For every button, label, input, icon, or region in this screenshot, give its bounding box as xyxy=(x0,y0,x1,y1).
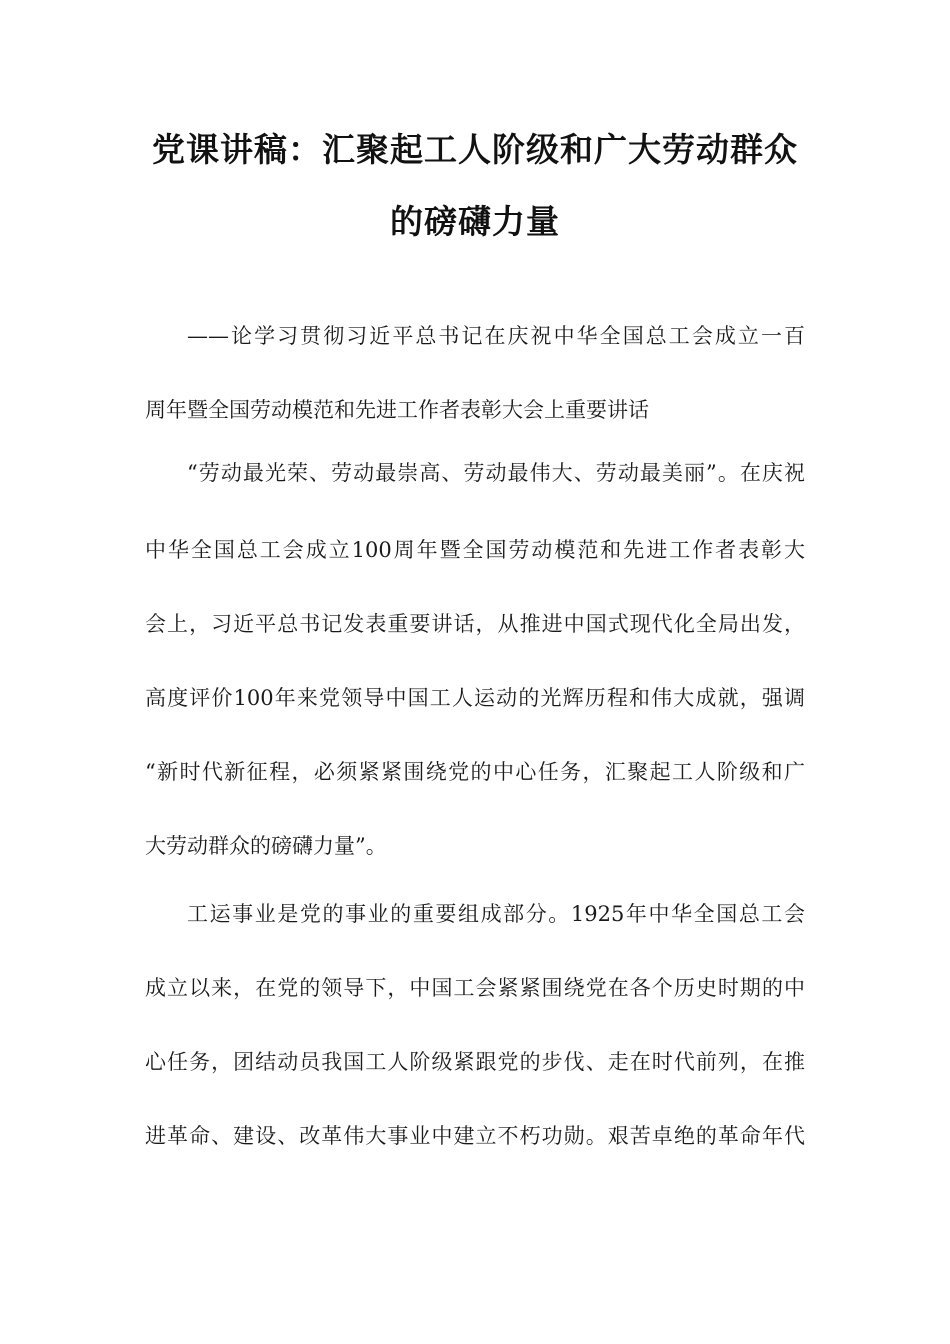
paragraph-line: “劳动最光荣、劳动最崇高、劳动最伟大、劳动最美丽”。在庆祝 xyxy=(187,461,805,485)
subtitle-line: 周年暨全国劳动模范和先进工作者表彰大会上重要讲话 xyxy=(145,398,649,422)
paragraph-line: 会上，习近平总书记发表重要讲话，从推进中国式现代化全局出发， xyxy=(145,612,805,636)
paragraph-line: 工运事业是党的事业的重要组成部分。1925年中华全国总工会 xyxy=(187,902,805,926)
paragraph-line: “新时代新征程，必须紧紧围绕党的中心任务，汇聚起工人阶级和广 xyxy=(145,760,805,784)
paragraph-line: 心任务，团结动员我国工人阶级紧跟党的步伐、走在时代前列，在推 xyxy=(145,1050,805,1074)
title-line-1: 党课讲稿：汇聚起工人阶级和广大劳动群众 xyxy=(152,130,798,169)
subtitle-line: ——论学习贯彻习近平总书记在庆祝中华全国总工会成立一百 xyxy=(187,324,805,348)
paragraph-line: 进革命、建设、改革伟大事业中建立不朽功勋。艰苦卓绝的革命年代 xyxy=(145,1124,805,1148)
title-line-2: 的磅礴力量 xyxy=(390,202,560,241)
paragraph-line: 大劳动群众的磅礴力量”。 xyxy=(145,834,387,858)
paragraph-line: 成立以来，在党的领导下，中国工会紧紧围绕党在各个历史时期的中 xyxy=(145,976,805,1000)
paragraph-line: 高度评价100年来党领导中国工人运动的光辉历程和伟大成就，强调 xyxy=(145,686,805,710)
paragraph-line: 中华全国总工会成立100周年暨全国劳动模范和先进工作者表彰大 xyxy=(145,538,805,562)
